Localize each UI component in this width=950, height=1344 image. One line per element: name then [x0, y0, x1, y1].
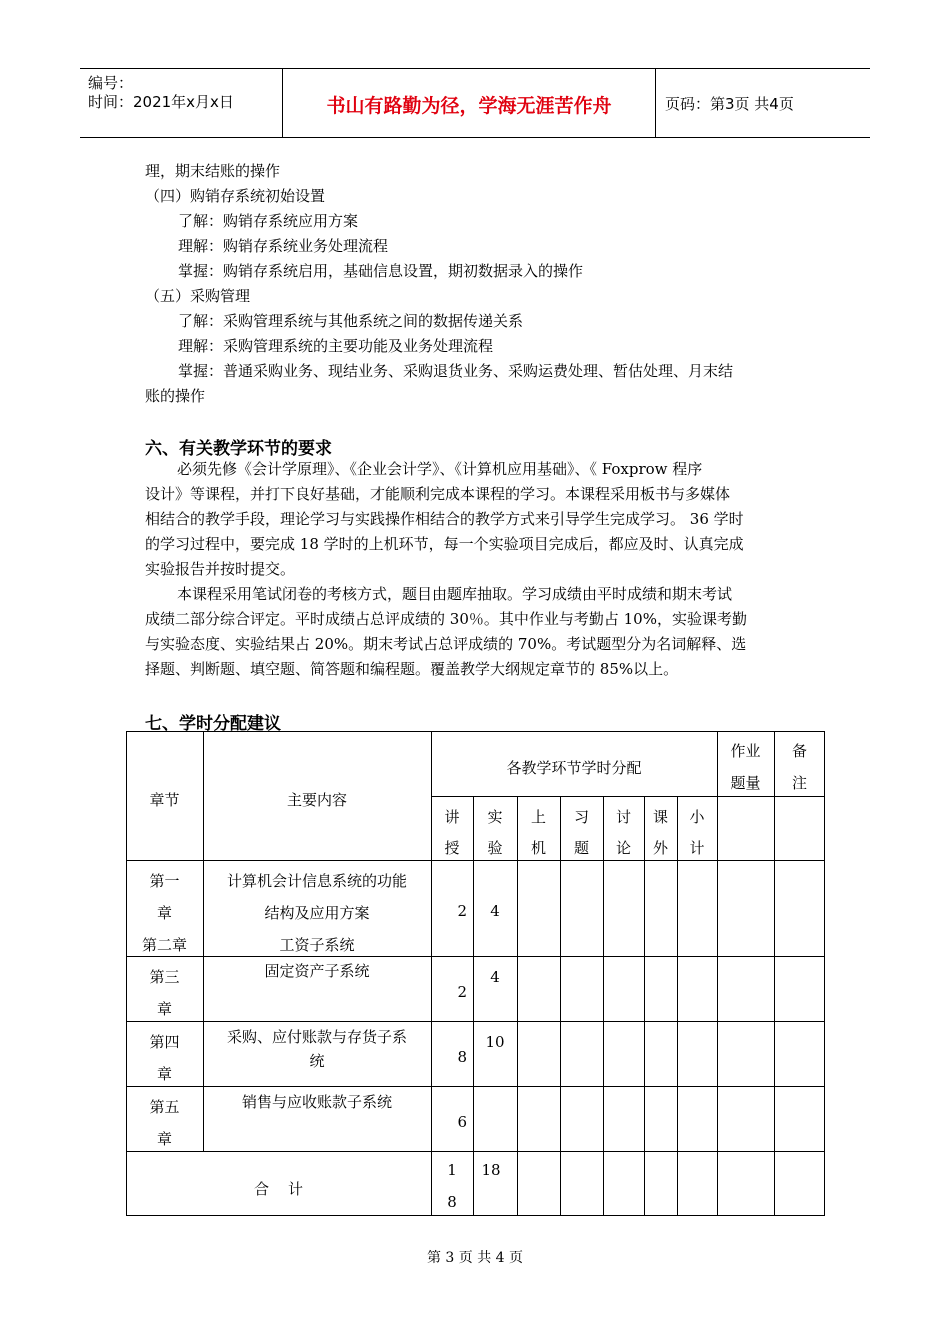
header-remark: 注 [791, 774, 807, 792]
serial-label: 编号： [88, 74, 134, 92]
header-content: 主要内容 [286, 791, 347, 809]
header-left-cell [80, 69, 282, 137]
total-lab: 18 [481, 1161, 501, 1179]
total-label: 合 计 [253, 1180, 304, 1198]
subheader-extracurricular: 外 [652, 839, 668, 857]
row3-lab: 10 [485, 1033, 505, 1051]
subheader-lab: 实 [487, 808, 503, 826]
header-right-cell [655, 69, 870, 137]
row4-content: 销售与应收账款子系统 [241, 1093, 392, 1111]
body-line: （四）购销存系统初始设置 [145, 187, 326, 205]
body-line: 了解：购销存系统应用方案 [178, 212, 359, 230]
subheader-extracurricular: 课 [652, 808, 668, 826]
row3-chapter: 第四 [149, 1033, 180, 1051]
row1-lab: 4 [490, 902, 500, 920]
section-heading: 六、有关教学环节的要求 [145, 439, 332, 459]
paragraph-line: 相结合的教学手段，理论学习与实践操作相结合的教学方式来引导学生完成学习。 36 学时 [145, 510, 744, 528]
subheader-exercise: 题 [573, 839, 589, 857]
body-line: 了解：采购管理系统与其他系统之间的数据传递关系 [178, 312, 524, 330]
header-homework: 题量 [730, 774, 761, 792]
subheader-lecture: 授 [444, 839, 460, 857]
row1-content: 结构及应用方案 [264, 904, 370, 922]
row3-content: 统 [309, 1052, 325, 1070]
row4-chapter: 章 [156, 1130, 172, 1148]
total-lecture: 1 [447, 1161, 457, 1179]
hours-table [126, 731, 825, 1216]
header-chapter: 章节 [149, 791, 180, 809]
row1-chapter: 第二章 [141, 936, 187, 954]
row3-chapter: 章 [156, 1065, 172, 1083]
header-center-cell [282, 69, 656, 137]
row3-lecture: 8 [457, 1048, 467, 1066]
paragraph-line: 实验报告并按时提交。 [145, 560, 296, 578]
subheader-exercise: 习 [573, 808, 589, 826]
subheader-discussion: 讨 [615, 808, 631, 826]
body-line: 理解：采购管理系统的主要功能及业务处理流程 [178, 337, 494, 355]
row1-lecture: 2 [457, 902, 467, 920]
paragraph-line: 的学习过程中，要完成 18 学时的上机环节，每一个实验项目完成后，都应及时、认真完成 [145, 535, 744, 553]
date-label: 时间：2021年x月x日 [88, 93, 234, 111]
row1-chapter: 章 [156, 904, 172, 922]
subheader-discussion: 论 [615, 839, 631, 857]
body-line: 理解：购销存系统业务处理流程 [178, 237, 389, 255]
header-remark: 备 [791, 742, 807, 760]
paragraph-line: 必须先修《会计学原理》、《企业会计学》、《计算机应用基础》、《 Foxprow 程序 [177, 460, 703, 478]
row4-lecture: 6 [457, 1113, 467, 1131]
paragraph-line: 成绩二部分综合评定。平时成绩占总评成绩的 30％。其中作业与考勤占 10%，实验课考勤 [145, 610, 747, 628]
total-lecture: 8 [447, 1193, 457, 1211]
page-label: 页码：第3页 共4页 [665, 95, 794, 113]
paragraph-line: 设计》等课程，并打下良好基础，才能顺利完成本课程的学习。本课程采用板书与多媒体 [145, 485, 731, 503]
subheader-lab: 验 [487, 839, 503, 857]
row2-lecture: 2 [457, 983, 467, 1001]
page-header [80, 68, 870, 138]
row1-content: 计算机会计信息系统的功能 [226, 872, 407, 890]
paragraph-line: 择题、判断题、填空题、简答题和编程题。覆盖教学大纲规定章节的 85%以上。 [145, 660, 679, 678]
paragraph-line: 本课程采用笔试闭卷的考核方式，题目由题库抽取。学习成绩由平时成绩和期末考试 [177, 585, 733, 603]
row1-chapter: 第一 [149, 872, 180, 890]
row2-content: 固定资产子系统 [264, 962, 370, 980]
subheader-lecture: 讲 [444, 808, 460, 826]
body-line: （五）采购管理 [145, 287, 251, 305]
subheader-subtotal: 小 [689, 808, 705, 826]
subheader-computer: 上 [530, 808, 546, 826]
subheader-subtotal: 计 [689, 839, 705, 857]
body-line: 理，期末结账的操作 [145, 162, 281, 180]
motto: 书山有路勤为径，学海无涯苦作舟 [326, 95, 612, 117]
subheader-computer: 机 [530, 839, 546, 857]
section-heading: 七、学时分配建议 [145, 714, 281, 734]
header-allocation: 各教学环节学时分配 [506, 759, 642, 777]
page-footer: 第 3 页 共 4 页 [426, 1250, 524, 1266]
row2-chapter: 第三 [149, 968, 180, 986]
body-line: 掌握：普通采购业务、现结业务、采购退货业务、采购运费处理、暂估处理、月末结 [178, 362, 734, 380]
row2-chapter: 章 [156, 1000, 172, 1018]
row4-chapter: 第五 [149, 1098, 180, 1116]
body-line: 掌握：购销存系统启用，基础信息设置，期初数据录入的操作 [178, 262, 584, 280]
body-line: 账的操作 [145, 387, 206, 405]
row2-lab: 4 [490, 968, 500, 986]
row3-content: 采购、应付账款与存货子系 [226, 1028, 407, 1046]
header-homework: 作业 [730, 742, 761, 760]
row1-content: 工资子系统 [279, 936, 355, 954]
paragraph-line: 与实验态度、实验结果占 20%。期末考试占总评成绩的 70%。考试题型分为名词解释、选 [145, 635, 747, 653]
